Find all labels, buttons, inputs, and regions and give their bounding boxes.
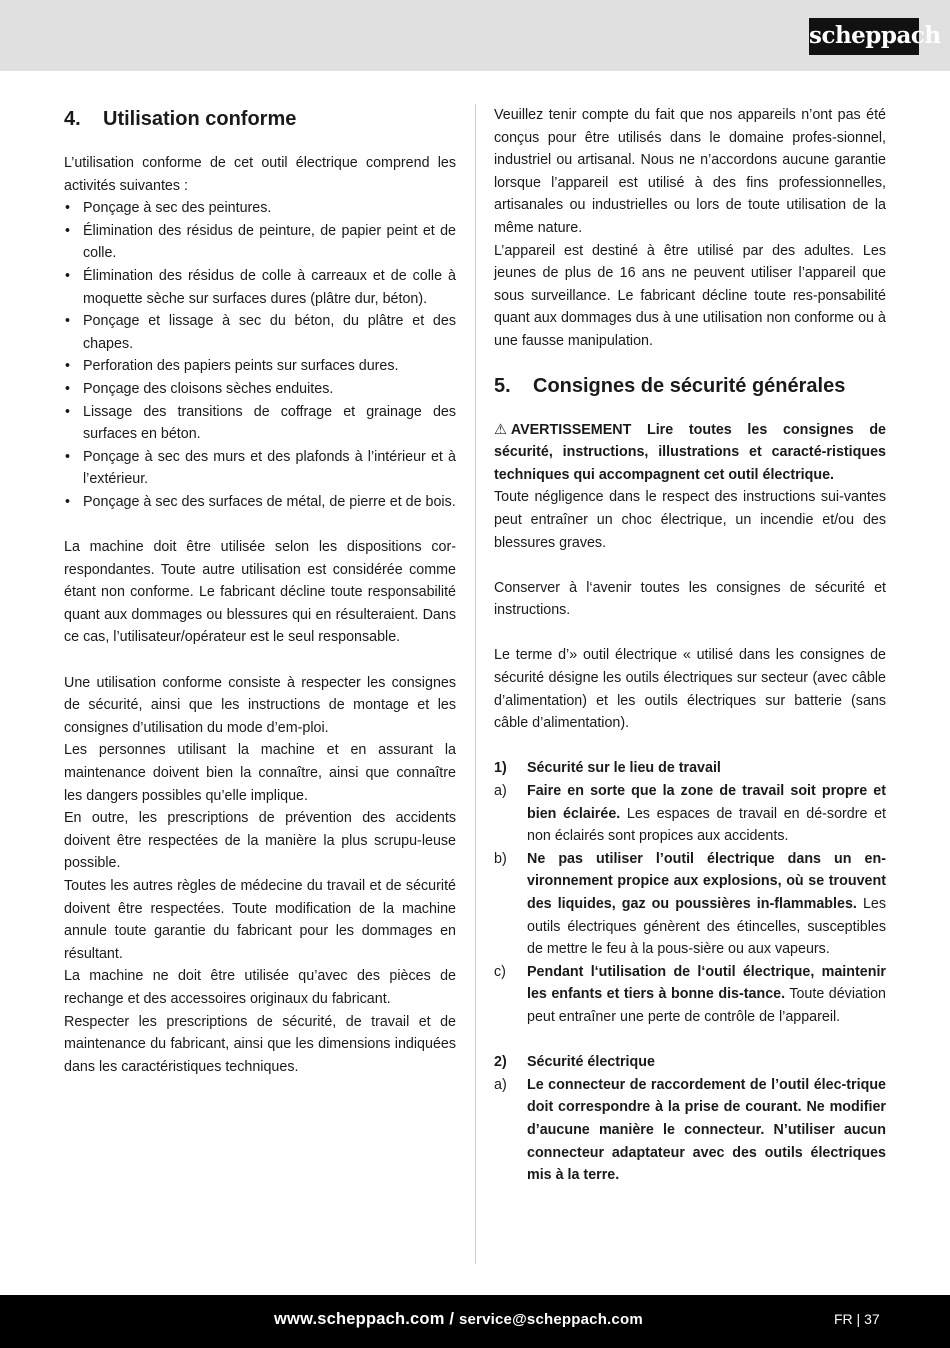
left-column xyxy=(64,104,456,1078)
paragraph: Une utilisation conforme consiste à respecter les consignes de sécurité, ainsi que les instructions de montage et les consignes d’utilisation du mode d’em-ploi. xyxy=(64,674,456,736)
list-item: • Perforation des papiers peints sur surfaces dures. xyxy=(64,355,456,378)
list-item xyxy=(494,1074,886,1187)
section-5-heading xyxy=(494,371,886,401)
list-item: • Ponçage à sec des surfaces de métal, de pierre et de bois. xyxy=(64,491,456,514)
list-item xyxy=(494,848,886,961)
footer-contact xyxy=(274,1310,643,1329)
list-item: • Ponçage et lissage à sec du béton, du plâtre et des chapes. xyxy=(64,310,456,355)
section-title: Consignes de sécurité générales xyxy=(533,374,846,397)
item-text: Les espaces de travail en dé-sordre et non éclairés sont propices aux accidents. xyxy=(527,805,886,845)
list-item: • Ponçage à sec des peintures. xyxy=(64,197,456,220)
item-letter: a) xyxy=(494,1076,507,1093)
column-divider xyxy=(475,104,476,1264)
item-text: Les outils électriques génèrent des étincelles, susceptibles de mettre le feu à la pous-sière ou aux vapeurs. xyxy=(527,896,886,958)
list-item: • Élimination des résidus de peinture, de papier peint et de colle. xyxy=(64,220,456,265)
subsection-number: 2) xyxy=(494,1054,507,1071)
section-number: 4. xyxy=(64,108,81,130)
paragraph: Toutes les autres règles de médecine du travail et de sécurité doivent être respectées. Toute modification de la machine annule toute garantie du fabricant pour les dommages en résultant. xyxy=(64,878,456,962)
warning-icon: ⚠ xyxy=(494,421,507,438)
subsection-2-heading xyxy=(494,1051,886,1074)
item-letter: c) xyxy=(494,963,506,980)
header-bar xyxy=(0,0,950,71)
email-link[interactable]: service@scheppach.com xyxy=(458,1311,643,1328)
list-item xyxy=(494,961,886,1029)
item-bold-text: Faire en sorte que la zone de travail soit propre et bien éclairée. xyxy=(527,783,886,822)
right-column xyxy=(494,104,886,1187)
section-number: 5. xyxy=(494,374,511,397)
paragraph: Veuillez tenir compte du fait que nos appareils n’ont pas été conçus pour être utilisés dans le domaine profes-sionnel, industriel ou artisanal. Nous ne n’accordons aucune garantie lorsque l’appareil est utilisé à des fins professionnelles, artisanales ou industrielles ou lors de toute utilisation de la même nature. xyxy=(494,107,886,236)
section-4-heading xyxy=(64,104,456,134)
paragraph: Toute négligence dans le respect des instructions sui-vantes peut entraîner un choc électrique, un incendie et/ou des blessures graves. xyxy=(494,489,886,551)
paragraph: En outre, les prescriptions de prévention des accidents doivent être respectées de la manière la plus scrupu-leuse possible. xyxy=(64,810,456,872)
page-number: FR | 37 xyxy=(834,1311,880,1327)
usage-list xyxy=(64,197,456,513)
item-bold-text: Pendant l‘utilisation de l‘outil électrique, maintenir les enfants et tiers à bonne dis-tance. xyxy=(527,963,886,1003)
item-letter: a) xyxy=(494,783,507,800)
paragraph: La machine ne doit être utilisée qu’avec des pièces de rechange et des accessoires originaux du fabricant. xyxy=(64,968,456,1007)
item-bold-text: Le connecteur de raccordement de l’outil élec-trique doit correspondre à la prise de courant. Ne modifier d’aucune manière le connecteur. N’utiliser aucun connecteur adaptateur avec des outils électriques mis à la terre. xyxy=(527,1076,886,1184)
paragraph: Le terme d’» outil électrique « utilisé dans les consignes de sécurité désigne les outils électriques sur secteur (avec câble d’alimentation) et les outils électriques sur batterie (sans câble d’alimentation). xyxy=(494,647,886,732)
paragraph: Respecter les prescriptions de sécurité, de travail et de maintenance du fabricant, ainsi que les dimensions indiquées dans les caractéristiques techniques. xyxy=(64,1013,456,1075)
brand-logo: scheppach xyxy=(809,18,919,55)
paragraph: Les personnes utilisant la machine et en assurant la maintenance doivent bien la connaître, ainsi que connaître les dangers possibles qu’elle implique. xyxy=(64,742,456,804)
list-item xyxy=(494,780,886,848)
section-title: Utilisation conforme xyxy=(103,108,297,130)
subsection-1-heading xyxy=(494,757,886,780)
paragraph: L’appareil est destiné à être utilisé par des adultes. Les jeunes de plus de 16 ans ne peuvent utiliser l’appareil que sous surveillance. Le fabricant décline toute res-ponsabilité quant aux dommages dus à une utilisation non conforme ou à une fausse manipulation. xyxy=(494,242,886,349)
warning-text: AVERTISSEMENT Lire toutes les consignes de sécurité, instructions, illustrations et caracté-ristiques techniques qui accompagnent cet outil électrique. xyxy=(494,421,886,483)
intro-paragraph: L’utilisation conforme de cet outil électrique comprend les activités suivantes : xyxy=(64,155,456,194)
paragraph: Conserver à l‘avenir toutes les consignes de sécurité et instructions. xyxy=(494,579,886,619)
item-text: Toute déviation peut entraîner une perte de contrôle de l’appareil. xyxy=(527,986,886,1025)
item-bold-text: Ne pas utiliser l’outil électrique dans un en-vironnement propice aux explosions, où se trouvent des liquides, gaz ou poussières in-flammables. xyxy=(527,850,886,912)
subsection-title: Sécurité sur le lieu de travail xyxy=(527,760,721,777)
website-link[interactable]: www.scheppach.com / xyxy=(274,1310,455,1328)
list-item: • Ponçage à sec des murs et des plafonds à l’intérieur et à l’extérieur. xyxy=(64,446,456,491)
subsection-number: 1) xyxy=(494,760,507,777)
item-letter: b) xyxy=(494,850,507,867)
warning-paragraph xyxy=(494,419,886,487)
list-item: • Élimination des résidus de colle à carreaux et de colle à moquette sèche sur surfaces dures (plâtre dur, béton). xyxy=(64,265,456,310)
paragraph: La machine doit être utilisée selon les dispositions cor-respondantes. Toute autre utilisation est considérée comme étant non conforme. Le fabricant décline toute responsabilité quant aux dommages ou blessures qui en résulteraient. Dans ce cas, l’utilisateur/opérateur est le seul responsable. xyxy=(64,539,456,646)
subsection-title: Sécurité électrique xyxy=(527,1054,655,1071)
footer-bar xyxy=(0,1295,950,1348)
list-item: • Ponçage des cloisons sèches enduites. xyxy=(64,378,456,401)
list-item: • Lissage des transitions de coffrage et grainage des surfaces en béton. xyxy=(64,401,456,446)
